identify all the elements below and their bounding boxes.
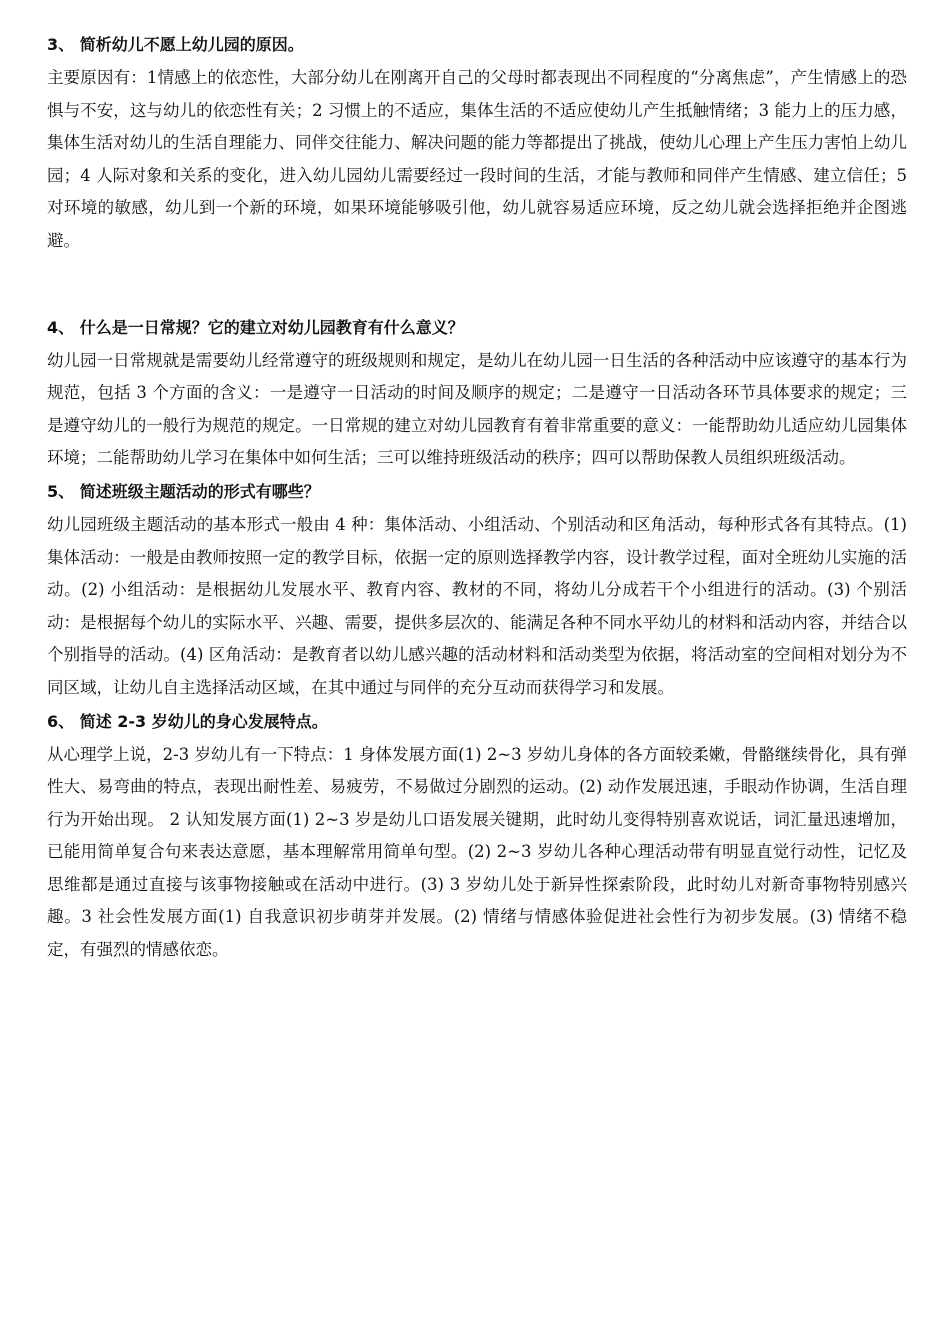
question-5-heading: 5、 简述班级主题活动的形式有哪些？: [47, 481, 320, 501]
question-6-answer: 从心理学上说，2-3 岁幼儿有一下特点：1 身体发展方面(1) 2~3 岁幼儿身体的各方面较柔嫩，骨骼继续骨化，具有弹性大、易弯曲的特点，表现出耐性差、易疲劳，不易做过分剧烈的运动。(2) 动作发展迅速，手眼动作协调，生活自理行为开始出现。 2 认知发展方面(1) 2~3 岁是幼儿口语发展关键期，此时幼儿变得特别喜欢说话，词汇量迅速增加，已能用简单复合句来表达意愿，基本理解常用简单句型。(2) 2~3 岁幼儿各种心理活动带有明显直觉行动性，记忆及思维都是通过直接与该事物接触或在活动中进行。(3) 3 岁幼儿处于新异性探索阶段，此时幼儿对新奇事物特别感兴趣。3 社会性发展方面(1) 自我意识初步萌芽并发展。(2) 情绪与情感体验促进社会性行为初步发展。(3) 情绪不稳定，有强烈的情感依恋。: [47, 744, 907, 960]
document-page: [47, 30, 907, 967]
question-3-section: [47, 30, 907, 258]
question-5-answer: 幼儿园班级主题活动的基本形式一般由 4 种：集体活动、小组活动、个别活动和区角活动，每种形式各有其特点。(1) 集体活动：一般是由教师按照一定的教学目标，依据一定的原则选择教学内容，设计教学过程，面对全班幼儿实施的活动。(2) 小组活动：是根据幼儿发展水平、教育内容、教材的不同，将幼儿分成若干个小组进行的活动。(3) 个别活动：是根据每个幼儿的实际水平、兴趣、需要，提供多层次的、能满足各种不同水平幼儿的材料和活动内容，并结合以个别指导的活动。(4) 区角活动：是教育者以幼儿感兴趣的活动材料和活动类型为依据，将活动室的空间相对划分为不同区域，让幼儿自主选择活动区域，在其中通过与同伴的充分互动而获得学习和发展。: [47, 514, 907, 697]
question-4-section: [47, 313, 907, 475]
question-4-answer: 幼儿园一日常规就是需要幼儿经常遵守的班级规则和规定，是幼儿在幼儿园一日生活的各种活动中应该遵守的基本行为规范，包括 3 个方面的含义：一是遵守一日活动的时间及顺序的规定；二是遵守一日活动各环节具体要求的规定；三是遵守幼儿的一般行为规范的规定。一日常规的建立对幼儿园教育有着非常重要的意义：一能帮助幼儿适应幼儿园集体环境；二能帮助幼儿学习在集体中如何生活；三可以维持班级活动的秩序；四可以帮助保教人员组织班级活动。: [47, 350, 907, 468]
question-6-section: [47, 707, 907, 967]
question-5-section: [47, 477, 907, 705]
question-3-heading: 3、 简析幼儿不愿上幼儿园的原因。: [47, 35, 304, 54]
question-4-heading: 4、 什么是一日常规？它的建立对幼儿园教育有什么意义？: [47, 317, 464, 337]
question-6-heading: 6、 简述 2-3 岁幼儿的身心发展特点。: [47, 711, 328, 731]
question-3-answer: 主要原因有：1情感上的依恋性，大部分幼儿在刚离开自己的父母时都表现出不同程度的“分离焦虑”，产生情感上的恐惧与不安，这与幼儿的依恋性有关；2 习惯上的不适应，集体生活的不适应使幼儿产生抵触情绪；3 能力上的压力感，集体生活对幼儿的生活自理能力、同伴交往能力、解决问题的能力等都提出了挑战，使幼儿心理上产生压力害怕上幼儿园；4 人际对象和关系的变化，进入幼儿园幼儿需要经过一段时间的生活，才能与教师和同伴产生情感、建立信任；5 对环境的敏感，幼儿到一个新的环境，如果环境能够吸引他，幼儿就容易适应环境，反之幼儿就会选择拒绝并企图逃避。: [47, 68, 907, 250]
